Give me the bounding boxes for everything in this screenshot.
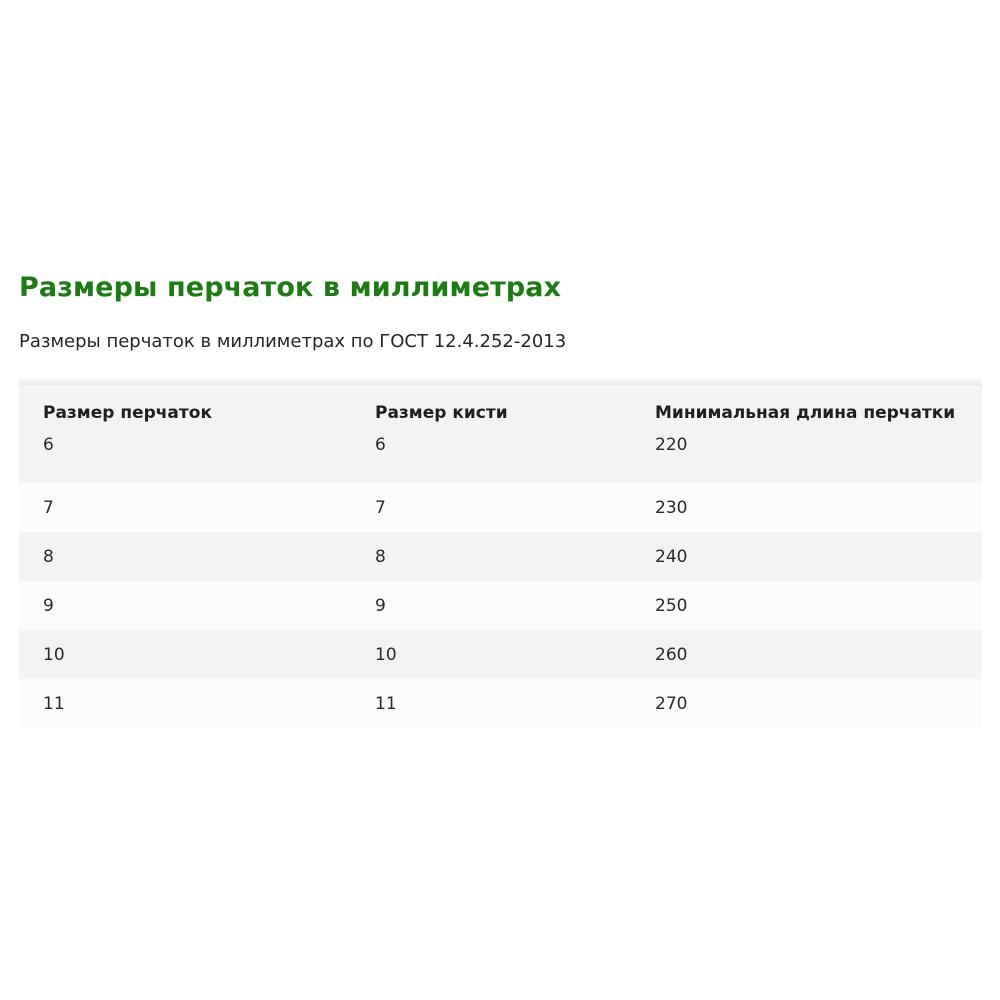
cell-hand-size: 10 [375, 644, 397, 665]
table-row [19, 581, 982, 630]
cell-min-length: 260 [655, 644, 688, 665]
cell-hand-size: 7 [375, 497, 386, 518]
cell-glove-size: 11 [43, 693, 65, 714]
cell-hand-size: 6 [375, 435, 386, 455]
glove-size-table [19, 385, 982, 728]
cell-glove-size: 7 [43, 497, 54, 518]
header-hand-size: Размер кисти [351, 385, 631, 433]
table-row [19, 630, 982, 679]
table-header-row [19, 385, 982, 433]
cell-min-length: 230 [655, 497, 688, 518]
cell-hand-size: 8 [375, 546, 386, 567]
table-row [19, 433, 982, 483]
divider [19, 376, 982, 385]
cell-glove-size: 10 [43, 644, 65, 665]
cell-min-length: 240 [655, 546, 688, 567]
cell-hand-size: 9 [375, 595, 386, 616]
header-glove-size: Размер перчаток [19, 385, 351, 433]
table-row [19, 532, 982, 581]
cell-min-length: 270 [655, 693, 688, 714]
cell-hand-size: 11 [375, 693, 397, 714]
article [19, 266, 982, 728]
table-row [19, 679, 982, 728]
cell-glove-size: 9 [43, 595, 54, 616]
cell-glove-size: 6 [43, 435, 54, 455]
cell-min-length: 250 [655, 595, 688, 616]
table-row [19, 483, 982, 532]
table-caption: Размеры перчаток в миллиметрах по ГОСТ 12.4.252-2013 [19, 331, 567, 352]
header-min-length: Минимальная длина перчатки [631, 385, 982, 433]
page-title: Размеры перчаток в миллиметрах [19, 272, 562, 303]
cell-min-length: 220 [655, 435, 688, 455]
cell-glove-size: 8 [43, 546, 54, 567]
